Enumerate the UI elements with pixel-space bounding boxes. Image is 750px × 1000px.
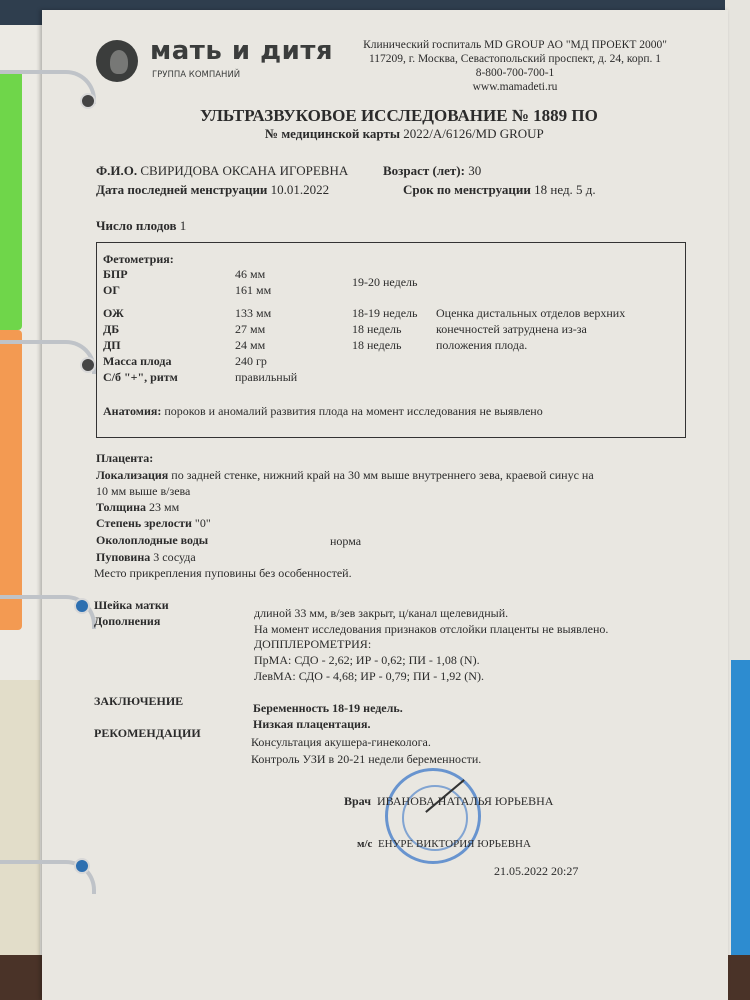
recommendation-line: Контроль УЗИ в 20-21 недели беременности. (251, 752, 482, 766)
fetometry-param: Масса плода (103, 354, 172, 368)
conclusion-line: Беременность 18-19 недель. (253, 701, 403, 715)
orange-divider-tab (0, 330, 22, 630)
fetometry-param: ОГ (103, 283, 120, 297)
term-value: 18 нед. 5 д. (534, 182, 596, 197)
fetometry-note: конечностей затруднена из-за (436, 322, 587, 336)
fetometry-param: С/б "+", ритм (103, 370, 178, 384)
age-line (383, 163, 481, 179)
thickness-label: Толщина (96, 500, 146, 514)
localization-value: по задней стенке, нижний край на 30 мм выше внутреннего зева, краевой синус на (171, 468, 594, 482)
fetometry-weeks: 18 недель (352, 338, 402, 352)
fetus-count-value: 1 (179, 218, 187, 233)
mother-child-logo-icon (96, 40, 138, 82)
amniotic-label: Околоплодные воды (96, 533, 209, 547)
fetus-count-label: Число плодов (96, 218, 177, 233)
fetometry-note: Оценка дистальных отделов верхних (436, 306, 626, 320)
card-number: 2022/A/6126/MD GROUP (403, 126, 544, 141)
anatomy-label: Анатомия: (103, 404, 162, 418)
fetometry-param: БПР (103, 267, 128, 281)
doctor-name: ИВАНОВА НАТАЛЬЯ ЮРЬЕВНА (376, 794, 554, 808)
fetometry-label: Фетометрия: (103, 252, 174, 266)
cervix-value: длиной 33 мм, в/зев закрыт, ц/канал щелевидный. (254, 606, 509, 620)
recommendations-label: РЕКОМЕНДАЦИИ (94, 726, 201, 740)
clinic-address: 117209, г. Москва, Севастопольский проспект, д. 24, корп. 1 (368, 53, 662, 65)
age-label: Возраст (лет): (383, 163, 465, 178)
card-number-line (265, 126, 544, 142)
doctor-label: Врач (344, 794, 371, 808)
logo-subtitle: ГРУППА КОМПАНИЙ (152, 70, 241, 80)
fetometry-weeks: 18-19 недель (352, 306, 418, 320)
logo-name: мать и дитя (150, 36, 334, 66)
fetometry-param: ОЖ (103, 306, 124, 320)
localization-line (96, 468, 594, 483)
conclusion-line: Низкая плацентация. (253, 717, 371, 731)
doppler-right: ПрМА: СДО - 2,62; ИР - 0,62; ПИ - 1,08 (N). (254, 653, 480, 667)
clinic-phone: 8-800-700-700-1 (475, 67, 555, 79)
doctor-line (344, 794, 553, 809)
maturity-label: Степень зрелости (96, 516, 192, 530)
blue-folder-edge (731, 660, 750, 960)
punch-hole (74, 598, 90, 614)
anatomy-value: пороков и аномалий развития плода на момент исследования не выявлено (164, 404, 543, 418)
lmp-line (96, 182, 329, 198)
fetometry-value: 240 гр (235, 354, 267, 368)
punch-hole (80, 357, 96, 373)
term-label: Срок по менструации (403, 182, 531, 197)
lmp-value: 10.01.2022 (270, 182, 330, 197)
cervix-label: Шейка матки (94, 598, 169, 612)
additions-label: Дополнения (94, 614, 161, 628)
fetometry-value: 27 мм (235, 322, 266, 336)
doppler-left: ЛевМА: СДО - 4,68; ИР - 0,79; ПИ - 1,92 (N). (254, 669, 484, 683)
recommendation-line: Консультация акушера-гинеколога. (251, 735, 431, 749)
fetometry-value: 46 мм (235, 267, 266, 281)
cord-line (96, 550, 196, 565)
age-value: 30 (468, 163, 482, 178)
anatomy-line (103, 404, 543, 419)
patient-name-line (96, 163, 348, 179)
cord-value: 3 сосуда (153, 550, 196, 564)
nurse-line (357, 838, 531, 850)
fetometry-value: 24 мм (235, 338, 266, 352)
amniotic-value: норма (330, 534, 362, 548)
clinic-website: www.mamadeti.ru (472, 81, 558, 93)
underlying-sheet (0, 680, 40, 960)
fetometry-value: 161 мм (235, 283, 272, 297)
term-line (403, 182, 596, 198)
additions-line: На момент исследования признаков отслойки плаценты не выявлено. (254, 622, 609, 636)
fetometry-weeks: 18 недель (352, 322, 402, 336)
localization-label: Локализация (96, 468, 169, 482)
patient-name: СВИРИДОВА ОКСАНА ИГОРЕВНА (140, 163, 349, 178)
cord-attachment: Место прикрепления пуповины без особенностей. (94, 566, 352, 580)
nurse-label: м/с (357, 838, 373, 850)
nurse-name: ЕНУРЕ ВИКТОРИЯ ЮРЬЕВНА (377, 838, 531, 850)
report-title: УЛЬТРАЗВУКОВОЕ ИССЛЕДОВАНИЕ № 1889 ПО (200, 106, 598, 125)
placenta-label: Плацента: (96, 451, 154, 465)
thickness-value: 23 мм (149, 500, 180, 514)
localization-cont: 10 мм выше в/зева (96, 484, 191, 498)
fetometry-param: ДП (103, 338, 121, 352)
maturity-value: "0" (194, 516, 211, 530)
fetus-count-line (96, 218, 186, 234)
conclusion-label: ЗАКЛЮЧЕНИЕ (94, 694, 184, 708)
fetometry-param: ДБ (103, 322, 120, 336)
punch-hole (74, 858, 90, 874)
fetometry-value: 133 мм (235, 306, 272, 320)
clinic-name: Клинический госпиталь MD GROUP АО "МД ПРОЕКТ 2000" (363, 39, 667, 51)
report-datetime: 21.05.2022 20:27 (494, 864, 579, 878)
cord-label: Пуповина (96, 550, 151, 564)
fetometry-note: положения плода. (436, 338, 528, 352)
punch-hole (80, 93, 96, 109)
lmp-label: Дата последней менструации (96, 182, 268, 197)
name-label: Ф.И.О. (96, 163, 138, 178)
fetometry-value: правильный (235, 370, 298, 384)
maturity-line (96, 516, 211, 531)
doppler-label: ДОППЛЕРОМЕТРИЯ: (254, 637, 372, 651)
clinic-header (350, 38, 680, 94)
card-label: № медицинской карты (265, 126, 401, 141)
green-divider-tab (0, 70, 22, 330)
thickness-line (96, 500, 179, 515)
head-weeks: 19-20 недель (352, 275, 418, 289)
